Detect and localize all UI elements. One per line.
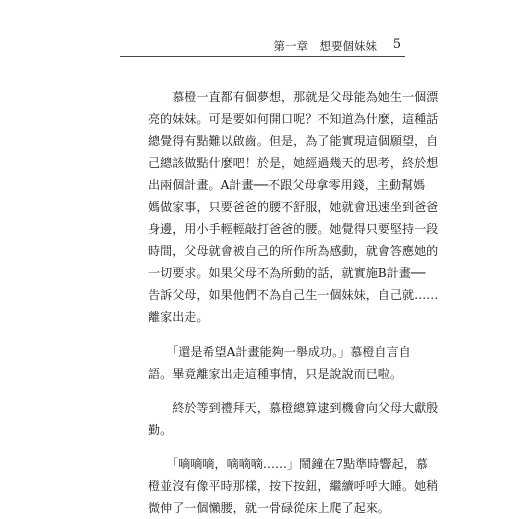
text-line: 勤。 <box>148 422 173 437</box>
text-line: 告訴父母，如果他們不為自己生一個妹妹，自己就…… <box>148 288 439 303</box>
text-line: 一切要求。如果父母不為所動的話，就實施B計畫── <box>148 266 426 281</box>
text-line: 媽做家事，只要爸爸的腰不舒服，她就會迅速坐到爸爸 <box>148 200 439 215</box>
paragraph-gap <box>148 385 384 397</box>
chapter-title: 第一章 想要個妹妹 <box>273 39 377 53</box>
text-line: 時間，父母就會被自己的所作所為感動，就會答應她的 <box>148 244 439 259</box>
body-text <box>148 86 439 519</box>
text-line: 終於等到禮拜天，慕橙總算逮到機會向父母大獻殷 <box>148 400 439 415</box>
paragraph <box>148 453 439 519</box>
paragraph <box>148 86 439 329</box>
paragraph <box>148 397 439 441</box>
text-line: 出兩個計畫。A計畫──不跟父母拿零用錢，主動幫媽 <box>148 178 426 193</box>
text-line: 語。畢竟離家出走這種事情，只是說說而已啦。 <box>148 366 402 381</box>
text-line: 「嘀嘀嘀，嘀嘀嘀……」鬧鐘在7點準時響起，慕 <box>148 456 428 471</box>
paragraph-gap <box>148 329 384 341</box>
text-line: 己總該做點什麼吧！於是，她經過幾天的思考，終於想 <box>148 156 439 171</box>
paragraph <box>148 341 411 385</box>
text-line: 總覺得有點難以啟齒。但是，為了能實現這個願望，自 <box>148 134 439 149</box>
text-line: 亮的妹妹。可是要如何開口呢？不知道為什麼，這種話 <box>148 112 439 127</box>
text-line: 微伸了一個懶腰，就一骨碌從床上爬了起來。 <box>148 500 390 515</box>
text-line: 慕橙一直都有個夢想，那就是父母能為她生一個漂 <box>148 90 439 104</box>
text-line: 身邊，用小手輕輕敲打爸爸的腰。她覺得只要堅持一段 <box>148 222 439 237</box>
page-number: 5 <box>392 37 401 52</box>
running-header <box>120 36 405 57</box>
text-line: 橙並沒有像平時那樣，按下按鈕，繼續呼呼大睡。她稍 <box>148 478 439 493</box>
paragraph-gap <box>148 441 384 453</box>
text-line: 「還是希望A計畫能夠一舉成功。」慕橙自言自 <box>148 344 411 359</box>
text-line: 離家出走。 <box>148 310 209 325</box>
